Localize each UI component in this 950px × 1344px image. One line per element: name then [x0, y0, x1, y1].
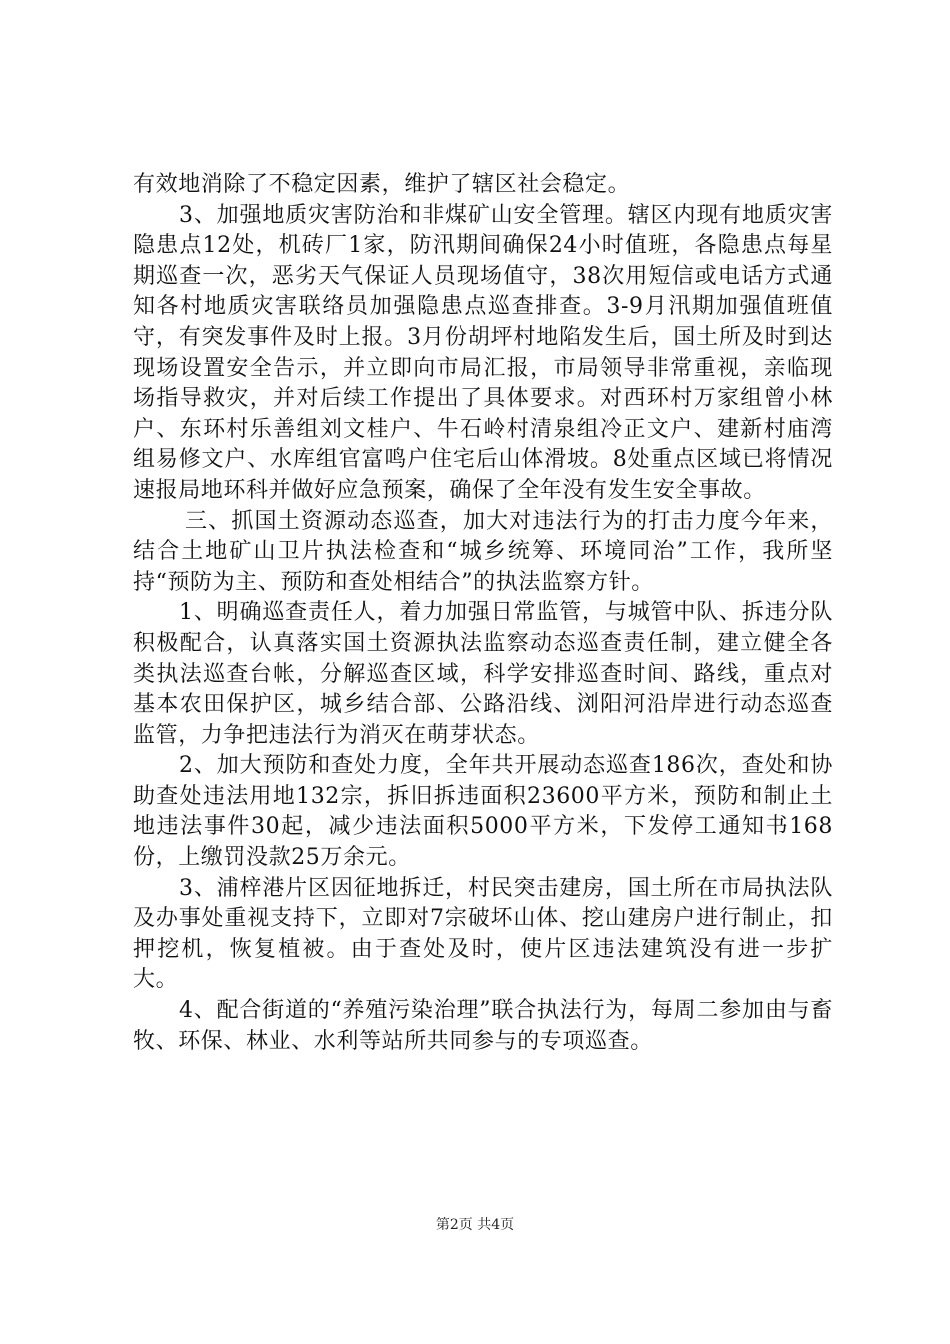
document-body [133, 170, 833, 1057]
page-number-footer: 第2页 共4页 [435, 1217, 515, 1233]
paragraph-pollution-control: 4、配合街道的“养殖污染治理”联合执法行为，每周二参加由与畜牧、环保、林业、水利等站所共同参与的专项巡查。 [133, 998, 833, 1054]
paragraph-geological-hazard: 3、加强地质灾害防治和非煤矿山安全管理。辖区内现有地质灾害隐患点12处，机砖厂1家，防汛期间确保24小时值班，各隐患点每星期巡查一次，恶劣天气保证人员现场值守，38次用短信或电话方式通知各村地质灾害联络员加强隐患点巡查排查。3-9月汛期加强值班值守，有突发事件及时上报。3月份胡坪村地陷发生后，国土所及时到达现场设置安全告示，并立即向市局汇报，市局领导非常重视，亲临现场指导救灾，并对后续工作提出了具体要求。对西环村万家组曾小林户、东环村乐善组刘文桂户、牛石岭村清泉组冷正文户、建新村庙湾组易修文户、水库组官富鸣户住宅后山体滑坡。8处重点区域已将情况速报局地环科并做好应急预案，确保了全年没有发生安全事故。 [133, 202, 833, 503]
paragraph-puzigang-area: 3、浦梓港片区因征地拆迁，村民突击建房，国土所在市局执法队及办事处重视支持下，立即对7宗破坏山体、挖山建房户进行制止，扣押挖机，恢复植被。由于查处及时，使片区违法建筑没有进一步扩大。 [133, 875, 833, 993]
paragraph-section-three-heading: 三、抓国土资源动态巡查，加大对违法行为的打击力度今年来，结合土地矿山卫片执法检查和“城乡统筹、环境同治”工作，我所坚持“预防为主、预防和查处相结合”的执法监察方针。 [133, 508, 833, 595]
paragraph-patrol-responsibility: 1、明确巡查责任人，着力加强日常监管，与城管中队、拆违分队积极配合，认真落实国土资源执法监察动态巡查责任制，建立健全各类执法巡查台帐，分解巡查区域，科学安排巡查时间、路线，重点对基本农田保护区，城乡结合部、公路沿线、浏阳河沿岸进行动态巡查监管，力争把违法行为消灭在萌芽状态。 [133, 600, 833, 748]
paragraph-continuation: 有效地消除了不稳定因素，维护了辖区社会稳定。 [133, 172, 631, 197]
paragraph-prevention-enforcement: 2、加大预防和查处力度，全年共开展动态巡查186次，查处和协助查处违法用地132宗，拆旧拆违面积23600平方米，预防和制止土地违法事件30起，减少违法面积5000平方米，下发停工通知书168份，上缴罚没款25万余元。 [133, 753, 833, 871]
